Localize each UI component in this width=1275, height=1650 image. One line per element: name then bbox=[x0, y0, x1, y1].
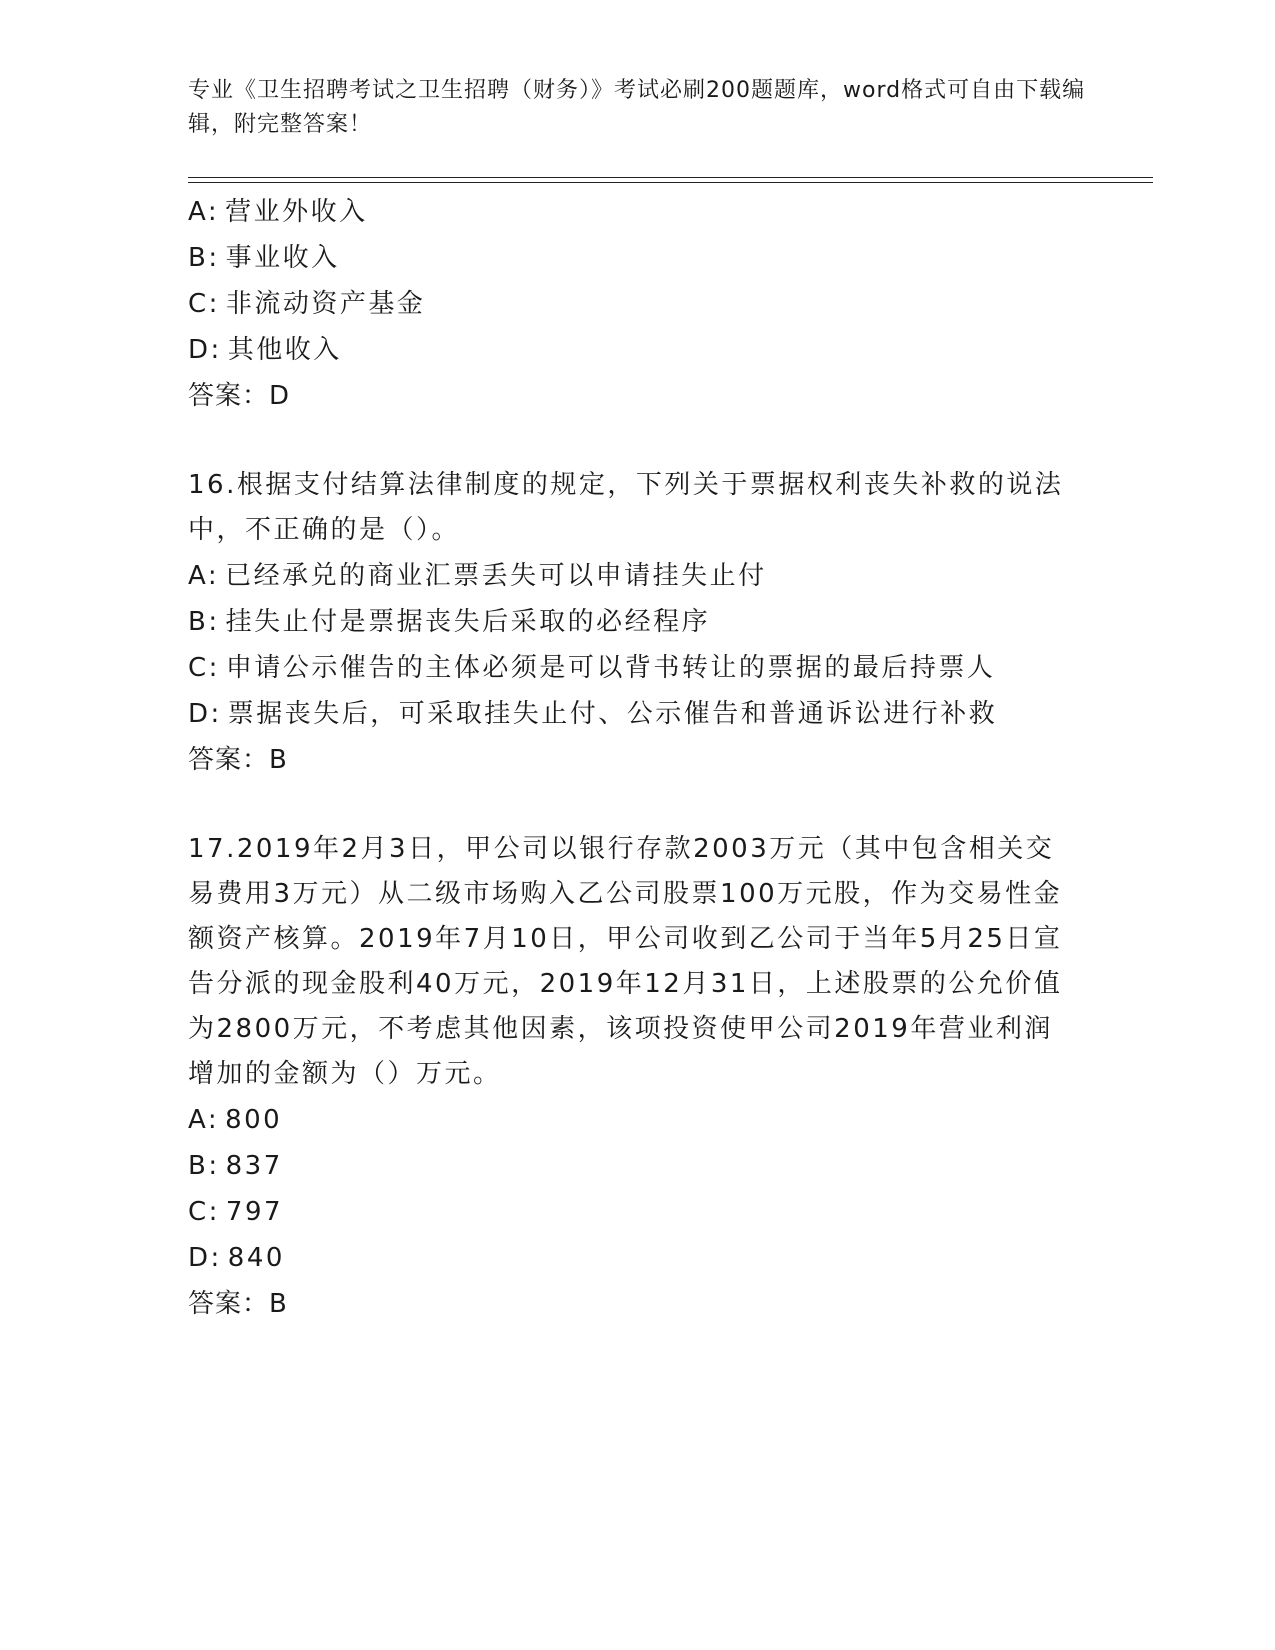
option-letter: A: bbox=[188, 561, 220, 591]
option-b bbox=[188, 235, 1088, 281]
option-b bbox=[188, 599, 1088, 645]
question-17 bbox=[188, 827, 1088, 1327]
option-letter: A: bbox=[188, 1105, 220, 1135]
option-letter: D: bbox=[188, 699, 222, 729]
option-text: 800 bbox=[225, 1105, 283, 1135]
option-text: 797 bbox=[225, 1197, 284, 1227]
header-divider-bottom bbox=[188, 182, 1153, 183]
option-letter: B: bbox=[188, 1151, 220, 1181]
question-16 bbox=[188, 463, 1088, 783]
option-text: 837 bbox=[225, 1151, 283, 1181]
option-letter: B: bbox=[188, 243, 220, 273]
option-letter: D: bbox=[188, 335, 222, 365]
option-c bbox=[188, 1189, 1088, 1235]
option-text: 非流动资产基金 bbox=[225, 289, 426, 319]
option-b bbox=[188, 1143, 1088, 1189]
header-divider-top bbox=[188, 177, 1153, 178]
option-text: 申请公示催告的主体必须是可以背书转让的票据的最后持票人 bbox=[225, 653, 996, 683]
option-text: 840 bbox=[227, 1243, 285, 1273]
option-text: 已经承兑的商业汇票丢失可以申请挂失止付 bbox=[225, 561, 767, 591]
option-letter: C: bbox=[188, 289, 220, 319]
page-header bbox=[188, 74, 1088, 142]
question-text: 16.根据支付结算法律制度的规定，下列关于票据权利丧失补救的说法中，不正确的是（）。 bbox=[188, 470, 1064, 545]
document-body bbox=[188, 189, 1088, 1327]
option-d bbox=[188, 691, 1088, 737]
option-text: 挂失止付是票据丧失后采取的必经程序 bbox=[225, 607, 711, 637]
answer-line: 答案：B bbox=[188, 745, 288, 775]
option-a bbox=[188, 553, 1088, 599]
option-text: 票据丧失后，可采取挂失止付、公示催告和普通诉讼进行补救 bbox=[227, 699, 998, 729]
question-text: 17.2019年2月3日，甲公司以银行存款2003万元（其中包含相关交易费用3万元）从二级市场购入乙公司股票100万元股，作为交易性金额资产核算。2019年7月10日，甲公司收到乙公司于当年5月25日宣告分派的现金股利40万元，2019年12月31日，上述股票的公允价值为2800万元，不考虑其他因素，该项投资使甲公司2019年营业利润增加的金额为（）万元。 bbox=[188, 834, 1063, 1089]
answer-line: 答案：B bbox=[188, 1289, 288, 1319]
option-d bbox=[188, 327, 1088, 373]
option-letter: D: bbox=[188, 1243, 222, 1273]
option-text: 营业外收入 bbox=[225, 197, 368, 227]
option-letter: A: bbox=[188, 197, 220, 227]
option-c bbox=[188, 645, 1088, 691]
document-title: 专业《卫生招聘考试之卫生招聘（财务）》考试必刷200题题库，word格式可自由下载编辑，附完整答案！ bbox=[188, 78, 1086, 137]
option-letter: C: bbox=[188, 1197, 220, 1227]
question-15 bbox=[188, 189, 1088, 419]
question-stem bbox=[188, 827, 1088, 1097]
option-text: 其他收入 bbox=[227, 335, 342, 365]
option-text: 事业收入 bbox=[225, 243, 340, 273]
option-d bbox=[188, 1235, 1088, 1281]
option-letter: B: bbox=[188, 607, 220, 637]
answer-line: 答案：D bbox=[188, 381, 291, 411]
question-stem bbox=[188, 463, 1088, 553]
option-letter: C: bbox=[188, 653, 220, 683]
option-a bbox=[188, 1097, 1088, 1143]
option-c bbox=[188, 281, 1088, 327]
option-a bbox=[188, 189, 1088, 235]
